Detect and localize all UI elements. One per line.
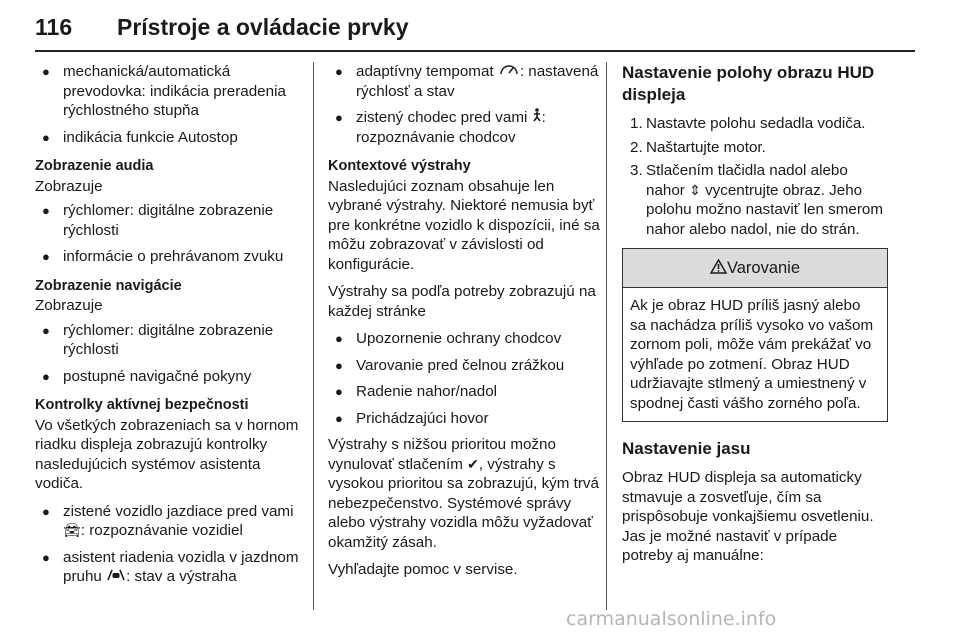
step-text: Stlačením tlačidla nadol alebo nahor [646,162,848,199]
warning-text: Ak je obraz HUD príliš jasný alebo sa nachádza príliš vysoko vo vašom zornom poli, môže vám prekážať vo výhľade po zotmení. Obraz HUD udržiavajte stlmený a umiestnený v spodnej časti vášho zorného poľa. [630,297,874,412]
vehicle-ahead-icon: 🚘︎ [63,522,81,538]
list-item: ● Radenie nahor/nadol [328,382,603,402]
context-warnings-text-1: Nasledujúci zoznam obsahuje len vybrané výstrahy. Niektoré nemusia byť pre konkrétne vozidlo k dispozícii, iné sa môžu zobrazovať v závislosti od konfigurácie. [328,177,600,273]
watermark: carmanualsonline.info [566,608,777,630]
navigation-display-heading: Zobrazenie navigácie [35,277,182,294]
list-item [328,62,603,101]
list-item [35,548,305,587]
column-1 [35,62,305,594]
checkmark-icon: ✔ [467,455,479,472]
brightness-text: Obraz HUD displeja sa automaticky stmavuje a zosvetľuje, čím sa prispôsobuje vonkajšiemu osvetleniu. Jas je možné nastaviť v prípade potreby aj manuálne: [622,469,874,564]
active-safety-bullet-list [35,502,305,587]
step-number: 3. [630,162,643,179]
hud-position-steps [622,114,888,239]
step-text: vycentrujte obraz. Jeho polohu možno nastaviť len smerom nahor alebo nadol, nie do strán. [646,181,884,238]
context-warnings-text-2: Výstrahy sa podľa potreby zobrazujú na každej stránke [328,283,596,320]
text-segment: Výstrahy s nižšou prioritou možno vynulovať stlačením [328,436,556,473]
top-bullet-list [35,62,305,147]
context-warnings-text-4: Vyhľadajte pomoc v servise. [328,561,518,578]
hud-position-heading: Nastavenie polohy obrazu HUD displeja [622,63,875,104]
warning-header [623,249,887,288]
pedestrian-icon [532,108,542,128]
column-2 [328,62,603,588]
page-title: Prístroje a ovládacie prvky [117,14,409,40]
context-warnings-heading: Kontextové výstrahy [328,158,471,174]
bullet-text: asistent riadenia vozidla v jazdnom pruhu [63,548,299,585]
step-text: Naštartujte motor. [646,138,766,156]
bullet-text: : rozpoznávanie chodcov [356,109,546,146]
list-item: ● Prichádzajúci hovor [328,409,603,429]
list-item: ● mechanická/automatická prevodovka: indikácia preradenia rýchlostného stupňa [35,62,305,121]
bullet-text: zistený chodec pred vami [356,109,528,126]
audio-display-heading: Zobrazenie audia [35,158,154,174]
navigation-bullet-list [35,321,305,387]
list-item [622,161,888,239]
list-item: ● Upozornenie ochrany chodcov [328,329,603,349]
warning-box [622,248,888,422]
context-warnings-text-3 [328,435,603,552]
bullet-text: zistené vozidlo jazdiace pred vami [63,502,294,520]
column-divider-2 [606,62,607,610]
list-item [328,108,603,147]
list-item [622,138,888,158]
context-warnings-list [328,329,603,428]
list-item: ● informácie o prehrávanom zvuku [35,247,305,267]
up-down-arrow-icon: ⇕ [689,181,701,198]
header-rule [35,50,915,52]
list-item [622,114,888,134]
list-item: ● Varovanie pred čelnou zrážkou [328,356,603,376]
list-item: ● postupné navigačné pokyny [35,367,305,387]
warning-label: Varovanie [726,259,801,277]
step-text: Nastavte polohu sedadla vodiča. [646,115,866,132]
audio-intro: Zobrazuje [35,177,103,195]
active-safety-heading: Kontrolky aktívnej bezpečnosti [35,397,249,413]
bullet-text: : stav a výstraha [126,568,237,585]
step-number: 2. [630,138,643,156]
text-segment: , výstrahy s vysokou prioritou sa zobrazujú, kým trvá nebezpečenstvo. Systémové správy alebo výstrahy vozidla môžu vyžadovať okamžitý zásah. [328,455,599,551]
page-header [35,10,915,46]
bullet-text: adaptívny tempomat [356,63,494,80]
bullet-text: : rozpoznávanie vozidiel [80,522,243,539]
page-number: 116 [35,14,73,40]
assist-bullet-list [328,62,603,147]
list-item [35,502,305,541]
list-item: ● indikácia funkcie Autostop [35,128,305,148]
audio-bullet-list [35,201,305,267]
list-item: ● rýchlomer: digitálne zobrazenie rýchlosti [35,321,305,360]
adaptive-cruise-icon [498,62,520,82]
list-item: ● rýchlomer: digitálne zobrazenie rýchlosti [35,201,305,240]
warning-triangle-icon [710,249,727,287]
active-safety-text: Vo všetkých zobrazeniach sa v hornom riadku displeja zobrazujú kontrolky nasledujúcich systémov asistenta vodiča. [35,416,299,492]
lane-keep-assist-icon [106,567,126,587]
bullet-text: : nastavená rýchlosť a stav [356,63,599,100]
column-3 [622,62,888,574]
navigation-intro: Zobrazuje [35,297,103,314]
brightness-heading: Nastavenie jasu [622,439,751,458]
column-divider-1 [313,62,314,610]
step-number: 1. [630,115,643,132]
